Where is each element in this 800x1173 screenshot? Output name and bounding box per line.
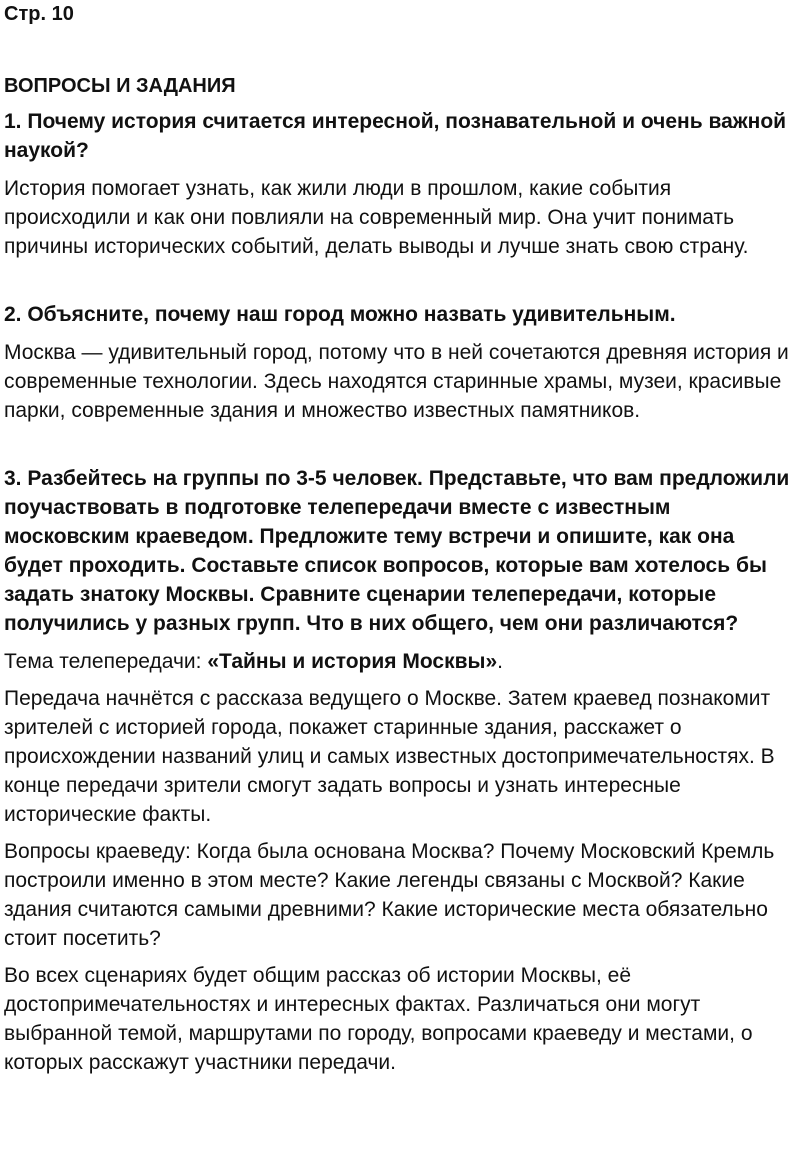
answer-1: История помогает узнать, как жили люди в прошлом, какие события происходили и как они повлияли на современный мир. Она учит понимать причины исторических событий, делать выводы и лучше знать свою страну. (4, 177, 749, 258)
answer-3-paragraph-2: Вопросы краеведу: Когда была основана Москва? Почему Московский Кремль построили именно в этом месте? Какие легенды связаны с Москвой? Какие здания считаются самыми древними? Какие исторические места обязательно стоит посетить? (4, 840, 775, 950)
question-1: 1. Почему история считается интересной, познавательной и очень важной наукой? (4, 110, 787, 162)
question-2: 2. Объясните, почему наш город можно назвать удивительным. (4, 303, 676, 326)
page-number: Стр. 10 (4, 3, 74, 25)
topic-label: Тема телепередачи: (4, 650, 208, 673)
answer-3-topic (4, 647, 796, 676)
question-3: 3. Разбейтесь на группы по 3-5 человек. Представьте, что вам предложили поучаствовать в подготовке телепередачи вместе с известным московским краеведом. Предложите тему встречи и опишите, как она будет проходить. Составьте список вопросов, которые вам хотелось бы задать знатоку Москвы. Сравните сценарии телепередачи, которые получились у разных групп. Что в них общего, чем они различаются? (4, 467, 790, 635)
topic-value: «Тайны и история Москвы» (207, 650, 498, 673)
answer-3-paragraph-1: Передача начнётся с рассказа ведущего о Москве. Затем краевед познакомит зрителей с историей города, покажет старинные здания, расскажет о происхождении названий улиц и самых известных достопримечательностях. В конце передачи зрители смогут задать вопросы и узнать интересные исторические факты. (4, 687, 775, 826)
topic-end: . (497, 650, 503, 673)
section-title: ВОПРОСЫ И ЗАДАНИЯ (4, 75, 236, 97)
answer-3-paragraph-3: Во всех сценариях будет общим рассказ об истории Москвы, её достопримечательностях и интересных фактах. Различаться они могут выбранной темой, маршрутами по городу, вопросами краеведу и местами, о которых расскажут участники передачи. (4, 964, 753, 1074)
answer-2: Москва — удивительный город, потому что в ней сочетаются древняя история и современные технологии. Здесь находятся старинные храмы, музеи, красивые парки, современные здания и множество известных памятников. (4, 341, 789, 422)
